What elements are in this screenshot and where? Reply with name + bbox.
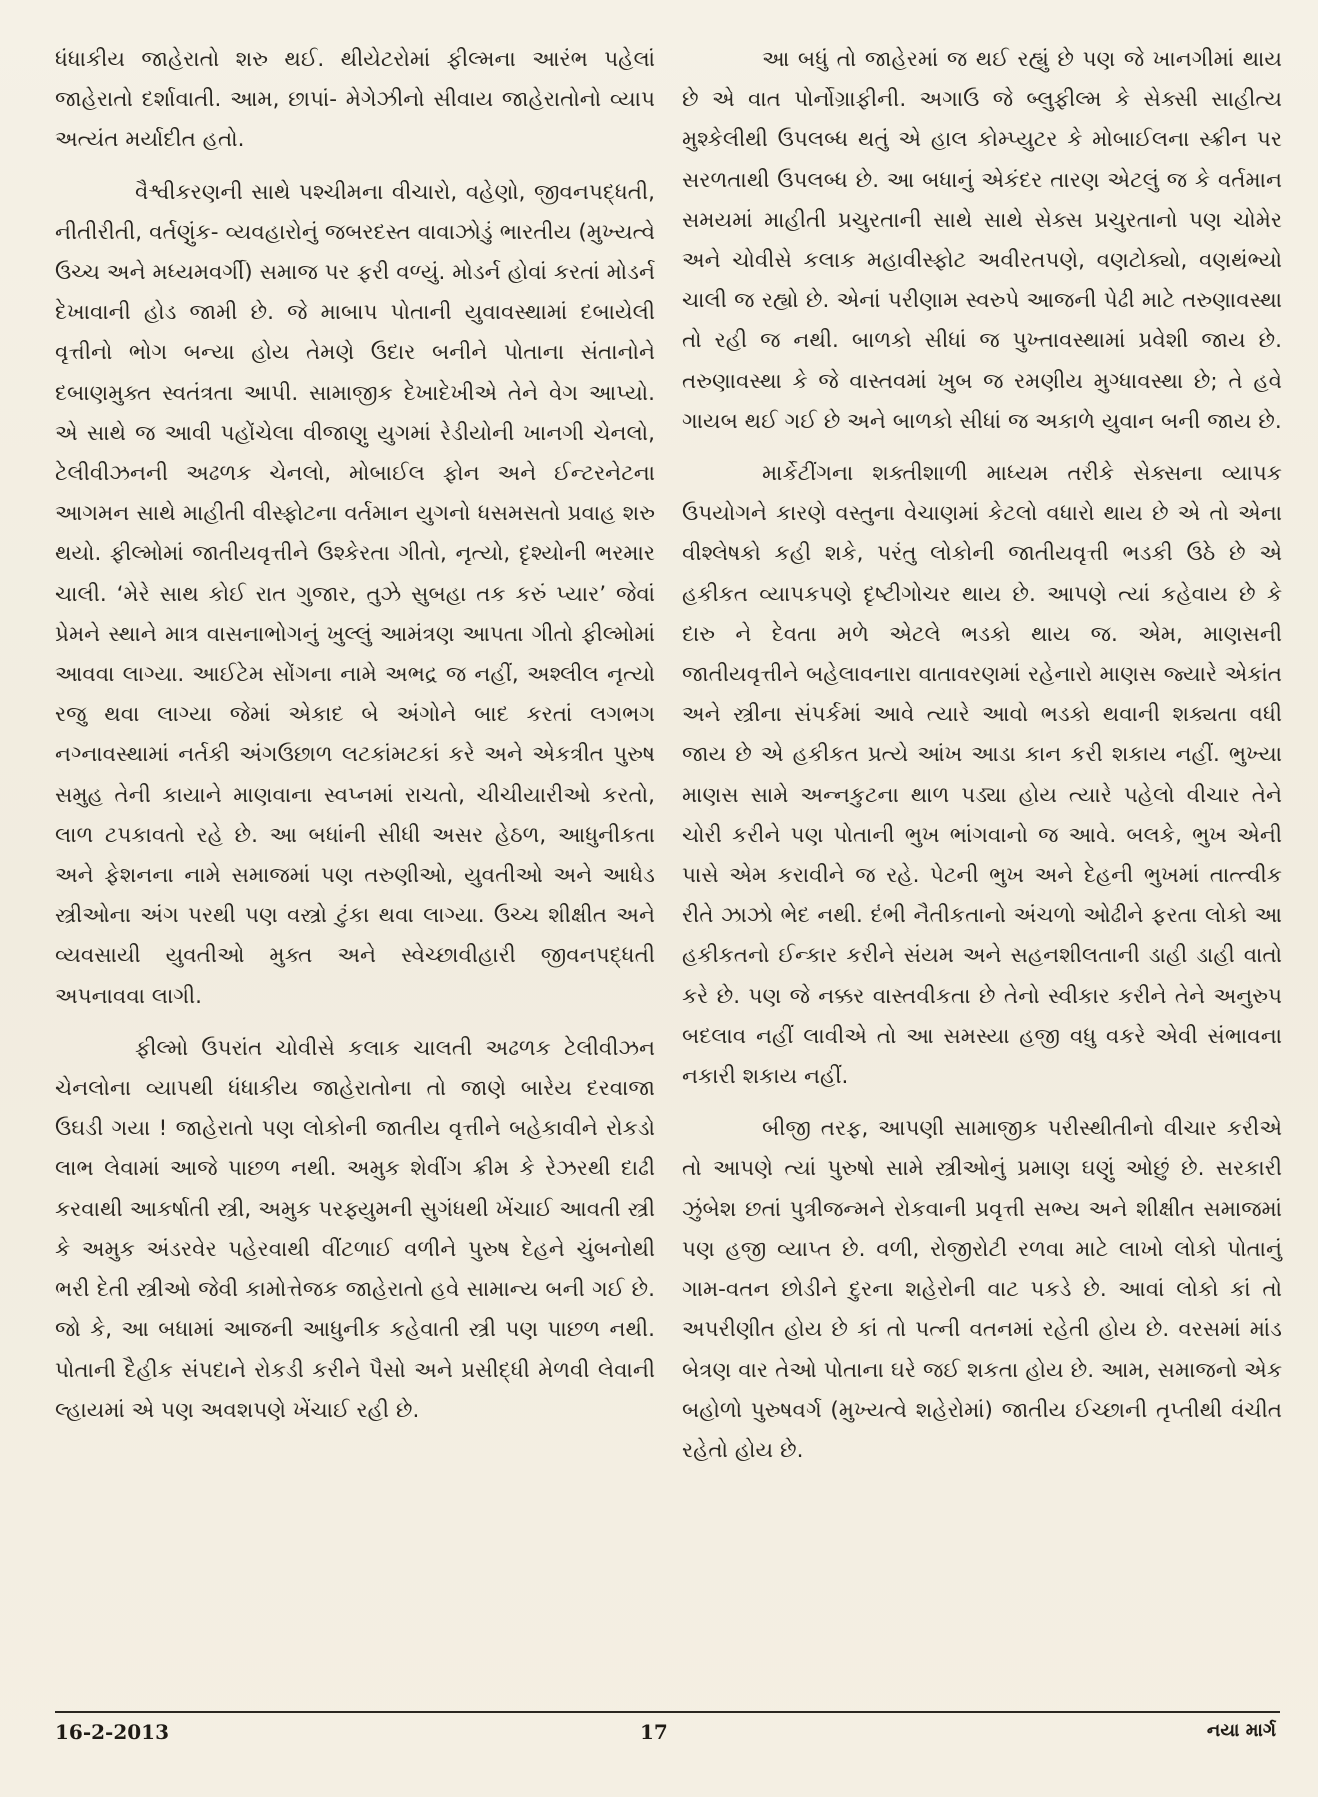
- right-paragraph-3: બીજી તરફ, આપણી સામાજીક પરીસ્થીતીનો વીચાર કરીએ તો આપણે ત્યાં પુરુષો સામે સ્ત્રીઓનું પ્રમાણ ઘણું ઓછું છે. સરકારી ઝુંબેશ છતાં પુત્રીજન્મને રોકવાની પ્રવૃત્તી સભ્ય અને શીક્ષીત સમાજમાં પણ હજી વ્યાપ્ત છે. વળી, રોજીરોટી રળવા માટે લાખો લોકો પોતાનું ગામ-વતન છોડીને દુરના શહેરોની વાટ પકડે છે. આવાં લોકો કાં તો અપરીણીત હોય છે કાં તો પત્ની વતનમાં રહેતી હોય છે. વરસમાં માંડ બેત્રણ વાર તેઓ પોતાના ઘરે જઈ શકતા હોય છે. આમ, સમાજનો એક બહોળો પુરુષવર્ગ (મુખ્યત્વે શહેરોમાં) જાતીય ઈચ્છાની તૃપ્તીથી વંચીત રહેતો હોય છે.: [682, 1116, 1282, 1463]
- magazine-name: નયા માર્ગ: [1206, 1720, 1276, 1741]
- footer-date: 16-2-2013: [55, 1720, 170, 1744]
- left-paragraph-1: ધંધાકીય જાહેરાતો શરુ થઈ. થીયેટરોમાં ફીલ્મના આરંભ પહેલાં જાહેરાતો દર્શાવાતી. આમ, છાપાં- મેગેઝીનો સીવાય જાહેરાતોનો વ્યાપ અત્યંત મર્યાદીત હતો.: [55, 47, 655, 153]
- right-column: [682, 40, 1282, 1471]
- left-column: [55, 40, 655, 1431]
- footer-divider: [55, 1711, 1280, 1713]
- page-number: 17: [640, 1720, 668, 1744]
- left-paragraph-2: વૈશ્વીકરણની સાથે પશ્ચીમના વીચારો, વહેણો, જીવનપદ્ધતી, નીતીરીતી, વર્તણુંક- વ્યવહારોનું જબરદસ્ત વાવાઝોડું ભારતીય (મુખ્યત્વે ઉચ્ચ અને મધ્યમવર્ગી) સમાજ પર ફરી વળ્યું. મોડર્ન હોવાં કરતાં મોડર્ન દેખાવાની હોડ જામી છે. જે માબાપ પોતાની યુવાવસ્થામાં દબાયેલી વૃત્તીનો ભોગ બન્યા હોય તેમણે ઉદાર બનીને પોતાના સંતાનોને દબાણમુક્ત સ્વતંત્રતા આપી. સામાજીક દેખાદેખીએ તેને વેગ આપ્યો. એ સાથે જ આવી પહોંચેલા વીજાણુ યુગમાં રેડીયોની ખાનગી ચેનલો, ટેલીવીઝનની અઢળક ચેનલો, મોબાઈલ ફોન અને ઈન્ટરનેટના આગમન સાથે માહીતી વીસ્ફોટના વર્તમાન યુગનો ધસમસતો પ્રવાહ શરુ થયો. ફીલ્મોમાં જાતીયવૃત્તીને ઉશ્કેરતા ગીતો, નૃત્યો, દૃશ્યોની ભરમાર ચાલી. ‘મેરે સાથ કોઈ રાત ગુજાર, તુઝે સુબહા તક કરું પ્યાર’ જેવાં પ્રેમને સ્થાને માત્ર વાસનાભોગનું ખુલ્લું આમંત્રણ આપતા ગીતો ફીલ્મોમાં આવવા લાગ્યા. આઈટેમ સોંગના નામે અભદ્ર જ નહીં, અશ્લીલ નૃત્યો રજુ થવા લાગ્યા જેમાં એકાદ બે અંગોને બાદ કરતાં લગભગ નગ્નાવસ્થામાં નર્તકી અંગઉછાળ લટકાંમટકાં કરે અને એકત્રીત પુરુષ સમુહ તેની કાયાને માણવાના સ્વપ્નમાં રાચતો, ચીચીયારીઓ કરતો, લાળ ટપકાવતો રહે છે. આ બધાંની સીધી અસર હેઠળ, આધુનીકતા અને ફેશનના નામે સમાજમાં પણ તરુણીઓ, યુવતીઓ અને આધેડ સ્ત્રીઓના અંગ પરથી પણ વસ્ત્રો ટુંકા થવા લાગ્યા. ઉચ્ચ શીક્ષીત અને વ્યવસાયી યુવતીઓ મુક્ત અને સ્વેચ્છાવીહારી જીવનપદ્ધતી અપનાવવા લાગી.: [55, 179, 655, 1009]
- right-paragraph-2: માર્કેટીંગના શક્તીશાળી માધ્યમ તરીકે સેક્સના વ્યાપક ઉપયોગને કારણે વસ્તુના વેચાણમાં કેટલો વધારો થાય છે એ તો એના વીશ્લેષકો કહી શકે, પરંતુ લોકોની જાતીયવૃત્તી ભડકી ઉઠે છે એ હકીકત વ્યાપકપણે દૃષ્ટીગોચર થાય છે. આપણે ત્યાં કહેવાય છે કે દારુ ને દેવતા મળે એટલે ભડકો થાય જ. એમ, માણસની જાતીયવૃત્તીને બહેલાવનારા વાતાવરણમાં રહેનારો માણસ જ્યારે એકાંત અને સ્ત્રીના સંપર્કમાં આવે ત્યારે આવો ભડકો થવાની શક્યતા વધી જાય છે એ હકીકત પ્રત્યે આંખ આડા કાન કરી શકાય નહીં. ભુખ્યા માણસ સામે અન્નકુટના થાળ પડ્યા હોય ત્યારે પહેલો વીચાર તેને ચોરી કરીને પણ પોતાની ભુખ ભાંગવાનો જ આવે. બલકે, ભુખ એની પાસે એમ કરાવીને જ રહે. પેટની ભુખ અને દેહની ભુખમાં તાત્ત્વીક રીતે ઝાઝો ભેદ નથી. દંભી નૈતીકતાનો અંચળો ઓઢીને ફરતા લોકો આ હકીકતનો ઈન્કાર કરીને સંયમ અને સહનશીલતાની ડાહી ડાહી વાતો કરે છે. પણ જે નક્કર વાસ્તવીકતા છે તેનો સ્વીકાર કરીને તેને અનુરુપ બદલાવ નહીં લાવીએ તો આ સમસ્યા હજી વધુ વકરે એવી સંભાવના નકારી શકાય નહીં.: [682, 461, 1282, 1090]
- right-paragraph-1: આ બધું તો જાહેરમાં જ થઈ રહ્યું છે પણ જે ખાનગીમાં થાય છે એ વાત પોર્નોગ્રાફીની. અગાઉ જે બ્લુફીલ્મ કે સેક્સી સાહીત્ય મુશ્કેલીથી ઉપલબ્ધ થતું એ હાલ કોમ્પ્યુટર કે મોબાઈલના સ્ક્રીન પર સરળતાથી ઉપલબ્ધ છે. આ બધાનું એકંદર તારણ એટલું જ કે વર્તમાન સમયમાં માહીતી પ્રચુરતાની સાથે સાથે સેક્સ પ્રચુરતાનો પણ ચોમેર અને ચોવીસે કલાક મહાવીસ્ફોટ અવીરતપણે, વણટોક્યો, વણથંભ્યો ચાલી જ રહ્યો છે. એનાં પરીણામ સ્વરુપે આજની પેઢી માટે તરુણાવસ્થા તો રહી જ નથી. બાળકો સીધાં જ પુખ્તાવસ્થામાં પ્રવેશી જાય છે. તરુણાવસ્થા કે જે વાસ્તવમાં ખુબ જ રમણીય મુગ્ધાવસ્થા છે; તે હવે ગાયબ થઈ ગઈ છે અને બાળકો સીધાં જ અકાળે યુવાન બની જાય છે.: [682, 47, 1282, 434]
- left-paragraph-3: ફીલ્મો ઉપરાંત ચોવીસે કલાક ચાલતી અઢળક ટેલીવીઝન ચેનલોના વ્યાપથી ધંધાકીય જાહેરાતોના તો જાણે બારેય દરવાજા ઉઘડી ગયા ! જાહેરાતો પણ લોકોની જાતીય વૃત્તીને બહેકાવીને રોકડો લાભ લેવામાં આજે પાછળ નથી. અમુક શેવીંગ ક્રીમ કે રેઝરથી દાઢી કરવાથી આકર્ષાતી સ્ત્રી, અમુક પરફ્યુમની સુગંધથી ખેંચાઈ આવતી સ્ત્રી કે અમુક અંડરવેર પહેરવાથી વીંટળાઈ વળીને પુરુષ દેહને ચુંબનોથી ભરી દેતી સ્ત્રીઓ જેવી કામોત્તેજક જાહેરાતો હવે સામાન્ય બની ગઈ છે. જો કે, આ બધામાં આજની આધુનીક કહેવાતી સ્ત્રી પણ પાછળ નથી. પોતાની દૈહીક સંપદાને રોકડી કરીને પૈસો અને પ્રસીદ્ધી મેળવી લેવાની લ્હાયમાં એ પણ અવશપણે ખેંચાઈ રહી છે.: [55, 1035, 655, 1423]
